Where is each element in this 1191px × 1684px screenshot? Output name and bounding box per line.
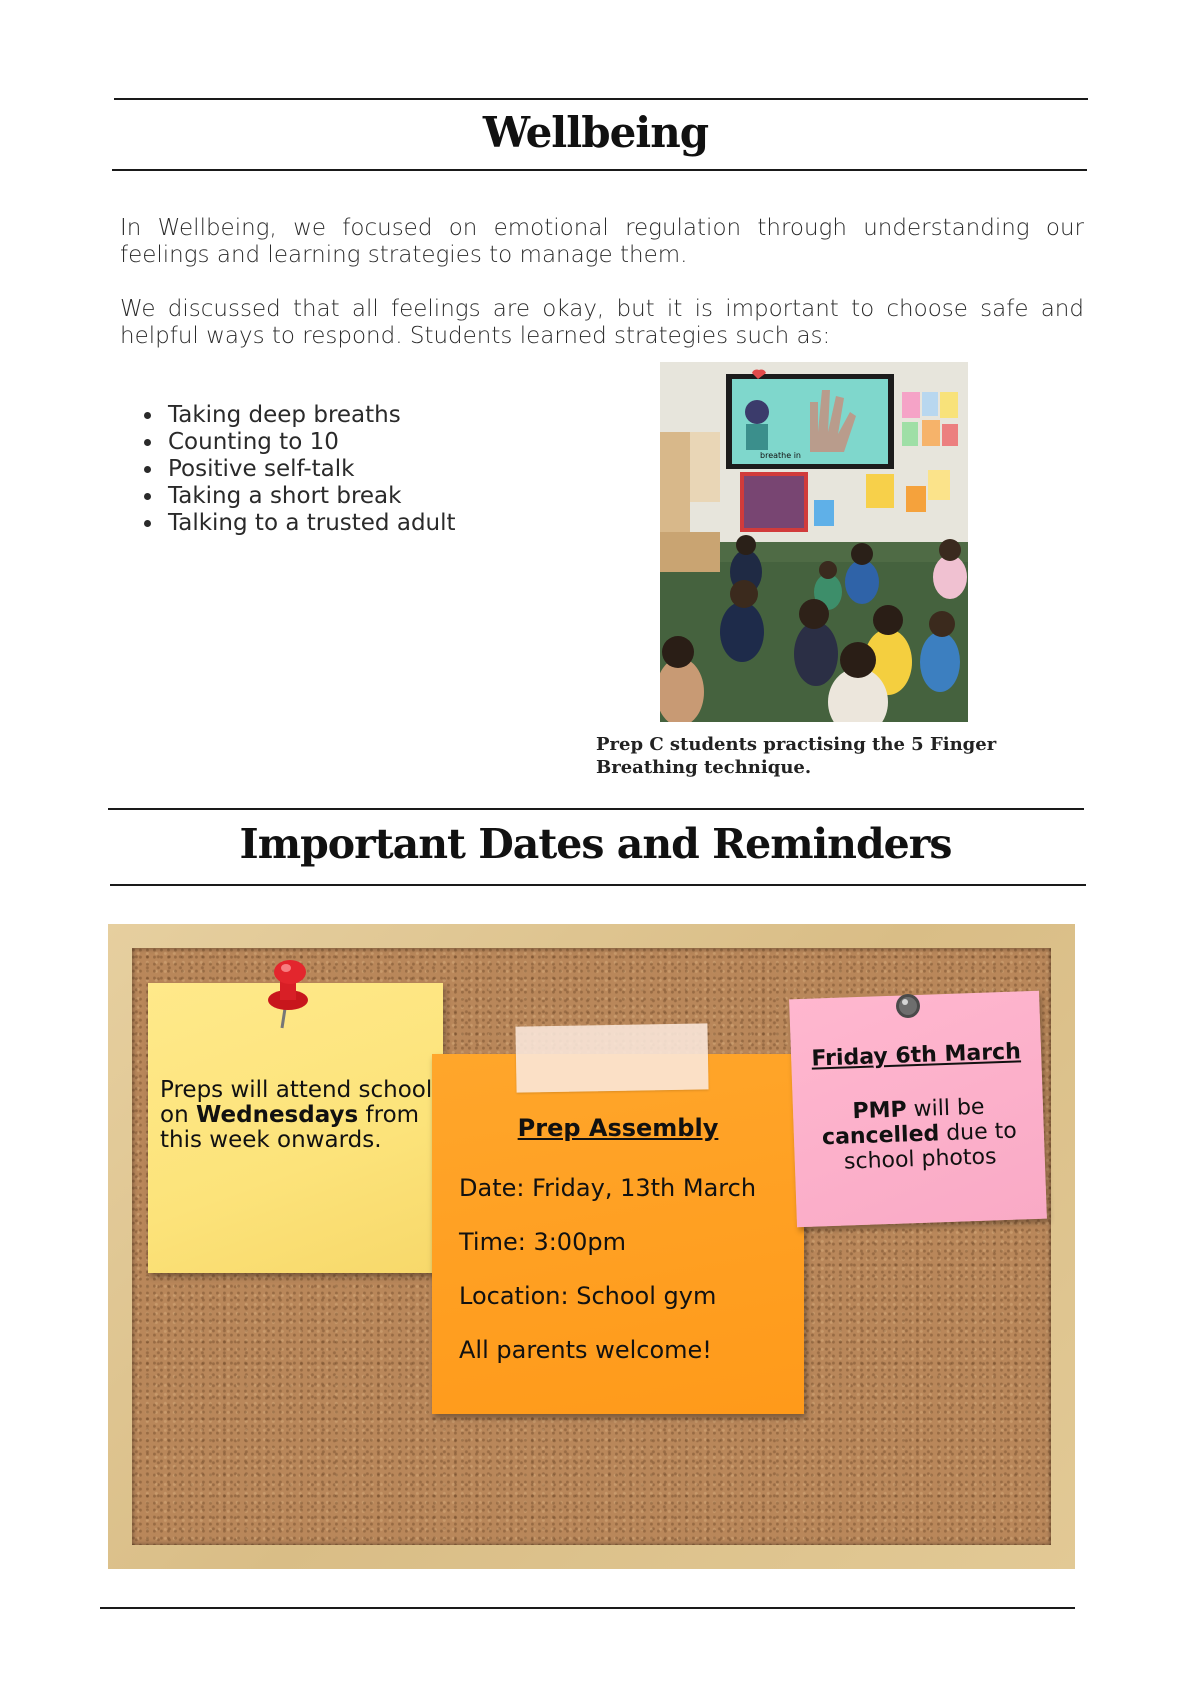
wellbeing-title-rule bbox=[112, 169, 1087, 171]
wellbeing-paragraph-2: We discussed that all feelings are okay, but it is important to choose safe and helpful ways to respond. Students learned strategies such as: bbox=[120, 296, 1084, 349]
yellow-note-text-part: Preps will attend school on bbox=[160, 1077, 433, 1128]
strategy-list bbox=[138, 402, 456, 537]
classroom-photo bbox=[660, 362, 968, 722]
pmp-heading: Friday 6th March bbox=[811, 1039, 1022, 1072]
list-item: • Counting to 10 bbox=[164, 429, 456, 456]
screen-text: breathe in bbox=[760, 451, 801, 460]
assembly-time: Time: 3:00pm bbox=[459, 1228, 626, 1256]
pink-sticky-note bbox=[789, 991, 1047, 1228]
thumbtack-icon bbox=[893, 991, 925, 1023]
yellow-note-text bbox=[160, 1078, 440, 1153]
list-item: • Taking a short break bbox=[164, 483, 456, 510]
wellbeing-paragraph-1: In Wellbeing, we focused on emotional regulation through understanding our feelings and learning strategies to manage them. bbox=[120, 215, 1084, 268]
assembly-welcome: All parents welcome! bbox=[459, 1336, 712, 1364]
dates-title: Important Dates and Reminders bbox=[239, 820, 952, 868]
push-pin-icon bbox=[262, 958, 322, 1030]
pmp-text bbox=[811, 1093, 1028, 1175]
orange-sticky-note bbox=[432, 1054, 804, 1414]
cancelled-bold: cancelled bbox=[821, 1121, 940, 1151]
assembly-location: Location: School gym bbox=[459, 1282, 717, 1310]
list-item: • Positive self-talk bbox=[164, 456, 456, 483]
masking-tape bbox=[515, 1023, 708, 1092]
pmp-bold: PMP bbox=[852, 1097, 908, 1125]
dates-title-rule bbox=[110, 884, 1086, 886]
dates-top-rule bbox=[108, 808, 1084, 810]
list-item: • Talking to a trusted adult bbox=[164, 510, 456, 537]
wellbeing-title: Wellbeing bbox=[482, 108, 709, 157]
top-rule bbox=[114, 98, 1088, 100]
pmp-text-part: due to school photos bbox=[843, 1118, 1018, 1175]
assembly-date: Date: Friday, 13th March bbox=[459, 1174, 757, 1202]
pmp-text-part: will be bbox=[906, 1094, 985, 1123]
yellow-note-bold: Wednesdays bbox=[195, 1102, 359, 1128]
bottom-rule bbox=[100, 1607, 1075, 1609]
assembly-heading: Prep Assembly bbox=[517, 1114, 719, 1142]
classroom-photo-illustration bbox=[660, 362, 968, 722]
photo-caption: Prep C students practising the 5 Finger Breathing technique. bbox=[596, 734, 997, 778]
yellow-note-text-part: from this week onwards. bbox=[160, 1102, 420, 1153]
list-item: • Taking deep breaths bbox=[164, 402, 456, 429]
